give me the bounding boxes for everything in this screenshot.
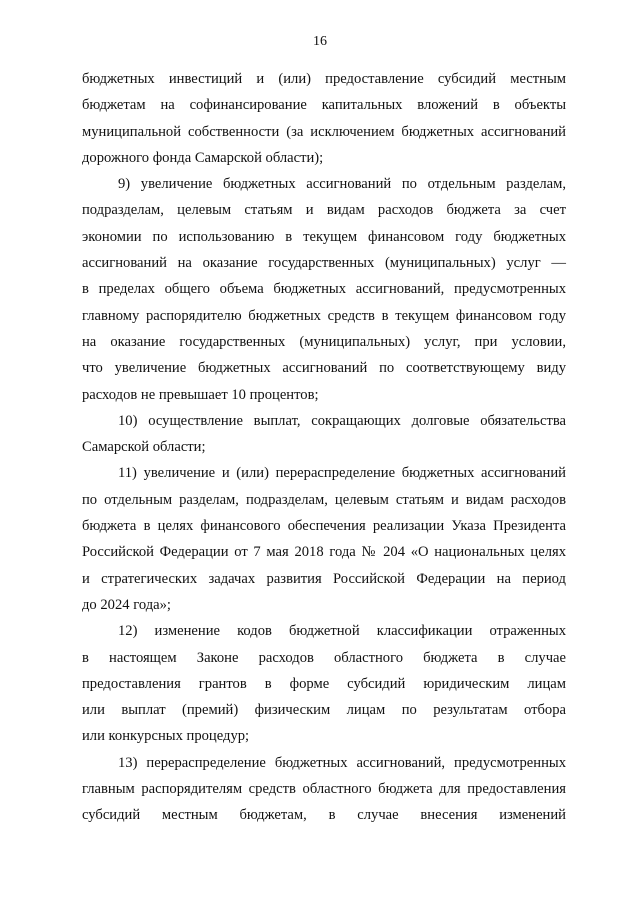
text-line: 10) осуществление выплат, сокращающих долговые обязательства — [118, 412, 566, 429]
text-line: Самарской области; — [82, 439, 206, 456]
text-line: 11) увеличение и (или) перераспределение бюджетных ассигнований — [118, 465, 566, 482]
text-line: по отдельным разделам, подразделам, целевым статьям и видам расходов — [82, 491, 566, 508]
text-line: бюджета в целях финансового обеспечения реализации Указа Президента — [82, 518, 566, 535]
text-line: до 2024 года»; — [82, 596, 171, 613]
text-line: Российской Федерации от 7 мая 2018 года № 204 «О национальных целях — [82, 544, 566, 561]
text-line: субсидий местным бюджетам, в случае внесения изменений — [82, 807, 566, 824]
text-line: дорожного фонда Самарской области); — [82, 149, 324, 166]
text-line: бюджетных инвестиций и (или) предоставление субсидий местным — [82, 71, 566, 87]
text-line: муниципальной собственности (за исключением бюджетных ассигнований — [82, 123, 566, 140]
document-body — [82, 66, 566, 829]
text-line: подразделам, целевым статьям и видам расходов бюджета за счет — [82, 202, 566, 219]
page-number: 16 — [313, 34, 327, 49]
text-line: 12) изменение кодов бюджетной классификации отраженных — [118, 623, 566, 640]
text-line: расходов не превышает 10 процентов; — [82, 386, 319, 403]
text-line: 9) увеличение бюджетных ассигнований по отдельным разделам, — [118, 176, 566, 193]
text-line: что увеличение бюджетных ассигнований по соответствующему виду — [82, 360, 566, 377]
text-line: в настоящем Законе расходов областного бюджета в случае — [82, 649, 566, 666]
text-line: экономии по использованию в текущем финансовом году бюджетных — [82, 228, 566, 245]
text-line: на оказание государственных (муниципальных) услуг, при условии, — [82, 333, 566, 350]
text-line: или конкурсных процедур; — [82, 728, 250, 745]
text-line: или выплат (премий) физическим лицам по результатам отбора — [82, 702, 566, 719]
text-line: 13) перераспределение бюджетных ассигнований, предусмотренных — [118, 754, 566, 771]
text-line: в пределах общего объема бюджетных ассигнований, предусмотренных — [82, 281, 566, 298]
text-line: главным распорядителям средств областного бюджета для предоставления — [82, 781, 566, 798]
text-line: и стратегических задачах развития Российской Федерации на период — [82, 570, 566, 587]
text-line: предоставления грантов в форме субсидий юридическим лицам — [82, 675, 566, 692]
text-line: ассигнований на оказание государственных (муниципальных) услуг — — [82, 255, 566, 272]
text-line: главному распорядителю бюджетных средств в текущем финансовом году — [82, 307, 566, 324]
text-line: бюджетам на софинансирование капитальных вложений в объекты — [82, 97, 566, 114]
